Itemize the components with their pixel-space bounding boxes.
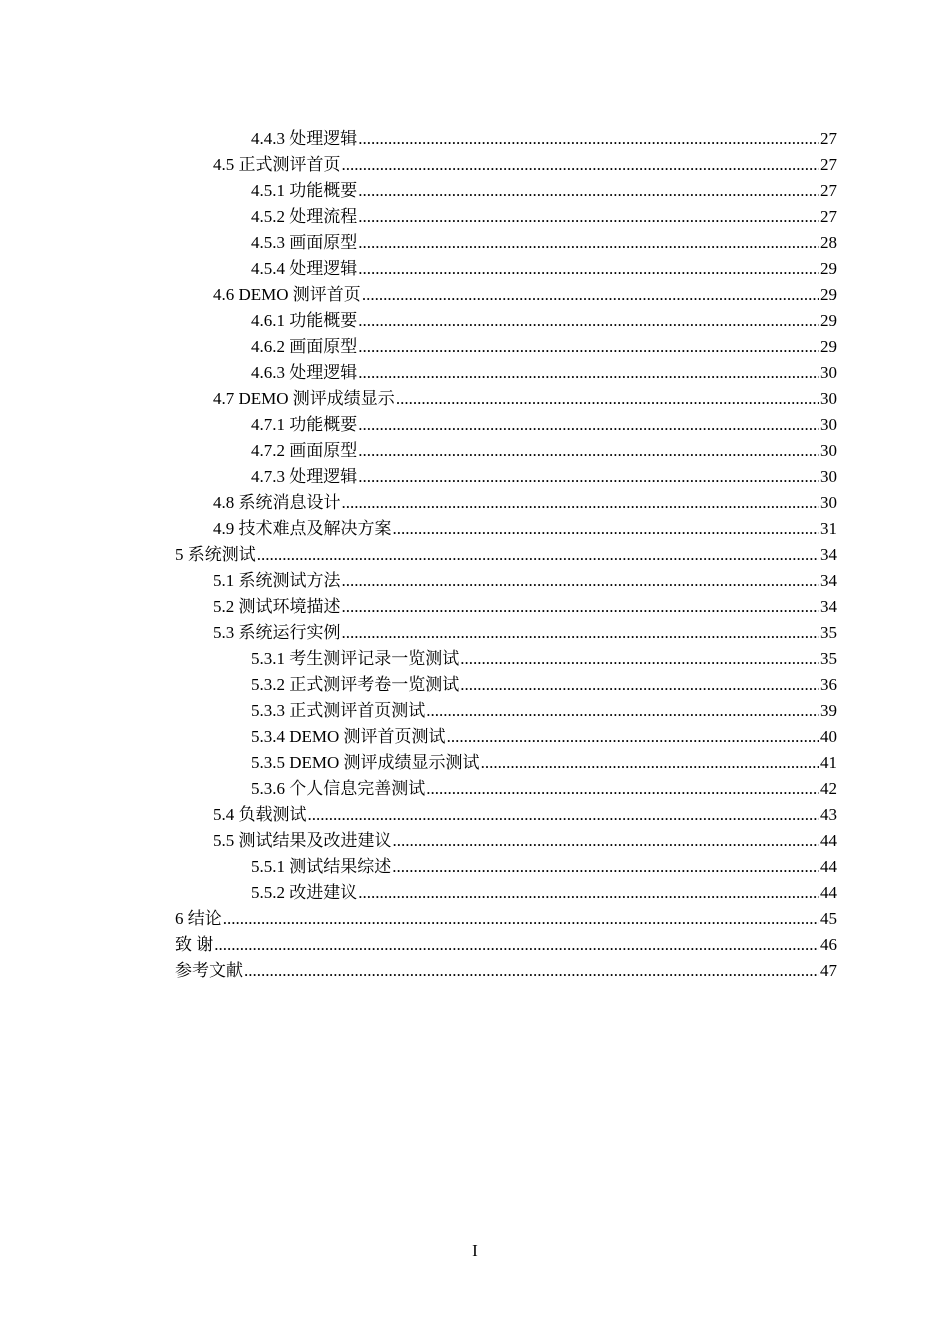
toc-entry-page: 27 (820, 181, 837, 200)
toc-entry[interactable] (175, 854, 837, 880)
toc-entry-title: 5.5.2 改进建议 (251, 883, 358, 902)
toc-entry[interactable] (175, 776, 837, 802)
toc-entry[interactable] (175, 750, 837, 776)
toc-entry[interactable] (175, 568, 837, 594)
toc-entry[interactable] (175, 256, 837, 282)
toc-entry-page: 29 (820, 259, 837, 278)
toc-entry-title: 参考文献 (175, 961, 243, 980)
toc-entry-page: 44 (820, 857, 837, 876)
toc-dot-leader (396, 386, 819, 412)
toc-dot-leader (308, 802, 820, 828)
toc-entry-title: 4.9 技术难点及解决方案 (213, 519, 392, 538)
toc-dot-leader (223, 906, 819, 932)
toc-entry-page: 30 (820, 389, 837, 408)
toc-entry-page: 34 (820, 545, 837, 564)
toc-entry-title: 4.6 DEMO 测评首页 (213, 285, 361, 304)
toc-entry[interactable] (175, 490, 837, 516)
toc-entry-page: 29 (820, 337, 837, 356)
toc-dot-leader (244, 958, 819, 984)
page-number: I (472, 1241, 478, 1260)
toc-entry[interactable] (175, 880, 837, 906)
toc-entry-title: 5.1 系统测试方法 (213, 571, 341, 590)
toc-dot-leader (342, 594, 820, 620)
toc-dot-leader (358, 308, 819, 334)
toc-entry-page: 41 (820, 753, 837, 772)
toc-entry-page: 47 (820, 961, 837, 980)
toc-dot-leader (342, 152, 820, 178)
toc-entry-title: 5.5.1 测试结果综述 (251, 857, 392, 876)
toc-entry-page: 30 (820, 493, 837, 512)
table-of-contents (175, 126, 837, 984)
toc-dot-leader (358, 360, 819, 386)
toc-entry-page: 45 (820, 909, 837, 928)
toc-entry-page: 28 (820, 233, 837, 252)
toc-entry-page: 29 (820, 311, 837, 330)
toc-entry-title: 5.3.2 正式测评考卷一览测试 (251, 675, 460, 694)
toc-entry-title: 6 结论 (175, 909, 222, 928)
toc-dot-leader (426, 698, 819, 724)
toc-entry[interactable] (175, 906, 837, 932)
toc-dot-leader (358, 204, 819, 230)
toc-entry-page: 43 (820, 805, 837, 824)
toc-dot-leader (426, 776, 819, 802)
toc-dot-leader (481, 750, 819, 776)
toc-dot-leader (358, 256, 819, 282)
toc-entry-title: 5.3 系统运行实例 (213, 623, 341, 642)
toc-entry[interactable] (175, 152, 837, 178)
toc-entry[interactable] (175, 360, 837, 386)
toc-entry-title: 4.6.2 画面原型 (251, 337, 358, 356)
toc-entry-page: 27 (820, 155, 837, 174)
toc-dot-leader (342, 490, 820, 516)
toc-entry-title: 4.8 系统消息设计 (213, 493, 341, 512)
toc-entry[interactable] (175, 334, 837, 360)
toc-entry-page: 30 (820, 415, 837, 434)
toc-entry-title: 4.7.1 功能概要 (251, 415, 358, 434)
toc-entry[interactable] (175, 204, 837, 230)
toc-entry[interactable] (175, 412, 837, 438)
toc-entry-title: 5.3.1 考生测评记录一览测试 (251, 649, 460, 668)
toc-entry-title: 4.5.2 处理流程 (251, 207, 358, 226)
toc-dot-leader (358, 126, 819, 152)
toc-entry-page: 36 (820, 675, 837, 694)
toc-entry[interactable] (175, 386, 837, 412)
toc-entry-title: 致 谢 (175, 935, 214, 954)
toc-entry[interactable] (175, 724, 837, 750)
toc-entry[interactable] (175, 932, 837, 958)
toc-dot-leader (393, 828, 820, 854)
toc-entry-title: 5.3.4 DEMO 测评首页测试 (251, 727, 446, 746)
toc-entry-page: 40 (820, 727, 837, 746)
toc-entry-title: 4.5.4 处理逻辑 (251, 259, 358, 278)
toc-entry[interactable] (175, 698, 837, 724)
toc-entry-title: 5.3.5 DEMO 测评成绩显示测试 (251, 753, 480, 772)
toc-entry-title: 4.6.3 处理逻辑 (251, 363, 358, 382)
toc-entry-title: 4.5.1 功能概要 (251, 181, 358, 200)
toc-entry-title: 4.7 DEMO 测评成绩显示 (213, 389, 395, 408)
toc-entry-page: 34 (820, 597, 837, 616)
toc-dot-leader (393, 516, 820, 542)
toc-entry[interactable] (175, 594, 837, 620)
toc-entry-page: 46 (820, 935, 837, 954)
toc-entry[interactable] (175, 464, 837, 490)
toc-entry-title: 5.3.6 个人信息完善测试 (251, 779, 426, 798)
toc-dot-leader (460, 672, 819, 698)
toc-dot-leader (257, 542, 819, 568)
toc-dot-leader (362, 282, 819, 308)
toc-entry[interactable] (175, 646, 837, 672)
toc-entry[interactable] (175, 802, 837, 828)
toc-entry-page: 27 (820, 129, 837, 148)
toc-entry-page: 30 (820, 363, 837, 382)
toc-dot-leader (358, 880, 819, 906)
toc-entry-page: 30 (820, 441, 837, 460)
toc-entry[interactable] (175, 828, 837, 854)
toc-entry-title: 5.5 测试结果及改进建议 (213, 831, 392, 850)
toc-entry-title: 5.4 负载测试 (213, 805, 307, 824)
toc-entry-page: 35 (820, 649, 837, 668)
toc-dot-leader (342, 568, 820, 594)
toc-entry[interactable] (175, 438, 837, 464)
toc-dot-leader (358, 438, 819, 464)
toc-entry-title: 4.7.3 处理逻辑 (251, 467, 358, 486)
toc-entry-title: 4.4.3 处理逻辑 (251, 129, 358, 148)
toc-dot-leader (358, 230, 819, 256)
toc-dot-leader (447, 724, 819, 750)
toc-dot-leader (358, 334, 819, 360)
toc-entry[interactable] (175, 542, 837, 568)
toc-entry-page: 39 (820, 701, 837, 720)
toc-entry[interactable] (175, 958, 837, 984)
toc-entry[interactable] (175, 282, 837, 308)
toc-entry[interactable] (175, 308, 837, 334)
toc-dot-leader (358, 412, 819, 438)
toc-entry-title: 4.5.3 画面原型 (251, 233, 358, 252)
toc-dot-leader (214, 932, 819, 958)
toc-entry[interactable] (175, 178, 837, 204)
toc-dot-leader (358, 464, 819, 490)
toc-entry-page: 44 (820, 831, 837, 850)
toc-entry-page: 31 (820, 519, 837, 538)
toc-entry[interactable] (175, 620, 837, 646)
toc-entry[interactable] (175, 516, 837, 542)
toc-dot-leader (342, 620, 820, 646)
toc-entry-page: 27 (820, 207, 837, 226)
toc-entry-page: 30 (820, 467, 837, 486)
toc-entry-title: 4.5 正式测评首页 (213, 155, 341, 174)
toc-entry[interactable] (175, 672, 837, 698)
toc-entry-page: 44 (820, 883, 837, 902)
toc-entry[interactable] (175, 126, 837, 152)
toc-entry-page: 29 (820, 285, 837, 304)
toc-entry-page: 35 (820, 623, 837, 642)
toc-entry-page: 42 (820, 779, 837, 798)
toc-dot-leader (358, 178, 819, 204)
toc-entry-title: 5.2 测试环境描述 (213, 597, 341, 616)
toc-entry-title: 5.3.3 正式测评首页测试 (251, 701, 426, 720)
toc-entry-title: 4.7.2 画面原型 (251, 441, 358, 460)
toc-entry-title: 5 系统测试 (175, 545, 256, 564)
toc-entry-title: 4.6.1 功能概要 (251, 311, 358, 330)
toc-dot-leader (392, 854, 819, 880)
toc-dot-leader (460, 646, 819, 672)
toc-entry[interactable] (175, 230, 837, 256)
toc-entry-page: 34 (820, 571, 837, 590)
